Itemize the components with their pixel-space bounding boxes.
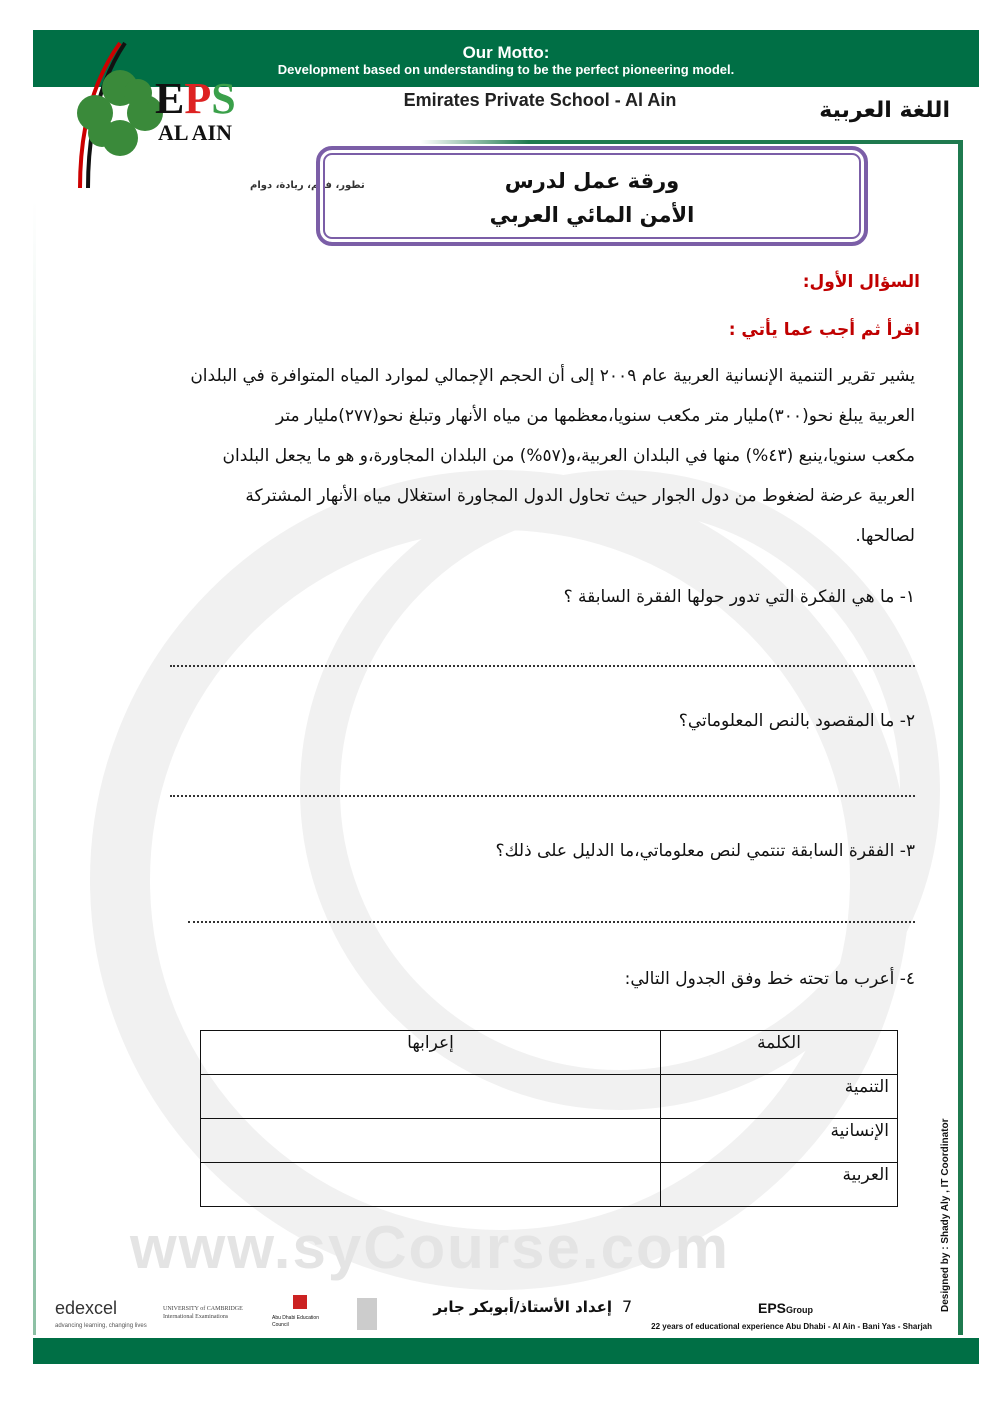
section-heading: السؤال الأول:	[802, 272, 920, 292]
parsing-table	[200, 1030, 898, 1207]
clover-logo-icon	[50, 38, 365, 198]
word-cell: العربية	[661, 1163, 898, 1207]
table-row	[201, 1163, 898, 1207]
passage-line: مكعب سنويا،ينبع (٤٣%) منها في البلدان العربية،و(٥٧%) من البلدان المجاورة،و هو ما يجعل البلدان	[222, 446, 915, 466]
page-border-right	[958, 140, 963, 1335]
table-header-row	[201, 1031, 898, 1075]
question-2: ٢- ما المقصود بالنص المعلوماتي؟	[678, 711, 915, 731]
cambridge-logo: UNIVERSITY of CAMBRIDGE International Examinations	[163, 1306, 243, 1320]
svg-text:AL AIN: AL AIN	[158, 120, 232, 145]
watermark-circle	[300, 470, 940, 1110]
page-number: 7	[622, 1297, 633, 1316]
eps-group-suffix: Group	[786, 1305, 814, 1315]
title-line-2: الأمن المائي العربي	[489, 203, 695, 227]
reading-passage	[135, 356, 915, 556]
edexcel-tagline: advancing learning, changing lives	[55, 1323, 147, 1329]
header-divider	[420, 140, 963, 144]
eps-group-name: EPS	[758, 1300, 787, 1316]
author-credit: إعداد الأستاذ/أبوبكر جابر	[433, 1298, 612, 1316]
adec-logo-icon	[293, 1295, 307, 1309]
parsing-answer-cell[interactable]	[201, 1163, 661, 1207]
designer-credit: Designed by : Shady Aly , IT Coordinator	[940, 1118, 951, 1312]
section-instruction: اقرأ ثم أجب عما يأتي :	[728, 320, 920, 340]
subject-label: اللغة العربية	[819, 98, 950, 123]
motto-text: Development based on understanding to be the perfect pioneering model.	[277, 62, 735, 77]
word-cell: الإنسانية	[661, 1119, 898, 1163]
passage-line: العربية يبلغ نحو(٣٠٠)مليار متر مكعب سنويا،معظمها من مياه الأنهار وتبلغ نحو(٢٧٧)مليار متر	[275, 406, 915, 426]
title-line-1: ورقة عمل لدرس	[504, 169, 680, 193]
word-cell: التنمية	[661, 1075, 898, 1119]
column-header-parsing: إعرابها	[201, 1031, 661, 1075]
ministry-logo-icon	[357, 1298, 377, 1330]
parsing-answer-cell[interactable]	[201, 1119, 661, 1163]
parsing-answer-cell[interactable]	[201, 1075, 661, 1119]
edexcel-logo: edexcel	[55, 1298, 118, 1318]
answer-line-2[interactable]	[170, 795, 915, 797]
column-header-word: الكلمة	[661, 1031, 898, 1075]
table-row	[201, 1075, 898, 1119]
question-3: ٣- الفقرة السابقة تنتمي لنص معلوماتي،ما الدليل على ذلك؟	[495, 841, 915, 861]
passage-line: لصالحها.	[855, 526, 915, 546]
experience-text: 22 years of educational experience Abu Dhabi - Al Ain - Bani Yas - Sharjah	[651, 1322, 932, 1331]
school-logo	[50, 38, 365, 198]
passage-line: يشير تقرير التنمية الإنسانية العربية عام ٢٠٠٩ إلى أن الحجم الإجمالي لموارد المياه المتوافرة في البلدان	[190, 366, 915, 386]
school-name: Emirates Private School - Al Ain	[403, 90, 677, 110]
worksheet-title-box	[316, 146, 868, 246]
motto-title: Our Motto:	[462, 43, 550, 62]
svg-text:تطور، فهم، ريادة، دوام: تطور، فهم، ريادة، دوام	[250, 180, 365, 191]
answer-line-1[interactable]	[170, 665, 915, 667]
question-1: ١- ما هي الفكرة التي تدور حولها الفقرة السابقة ؟	[563, 587, 915, 607]
table-row	[201, 1119, 898, 1163]
passage-line: العربية عرضة لضغوط من دول الجوار حيث تحاول الدول المجاورة استغلال مياه الأنهار المشتركة	[245, 486, 915, 506]
question-4: ٤- أعرب ما تحته خط وفق الجدول التالي:	[624, 969, 915, 989]
page-border-left	[33, 200, 36, 1335]
adec-label: Abu Dhabi Education Council	[272, 1315, 319, 1328]
footer-banner	[33, 1338, 979, 1364]
eps-group-logo	[758, 1300, 813, 1318]
answer-line-3[interactable]	[188, 921, 915, 923]
watermark-text: www.syCourse.com	[130, 1214, 730, 1281]
svg-text:EPS: EPS	[155, 74, 236, 123]
